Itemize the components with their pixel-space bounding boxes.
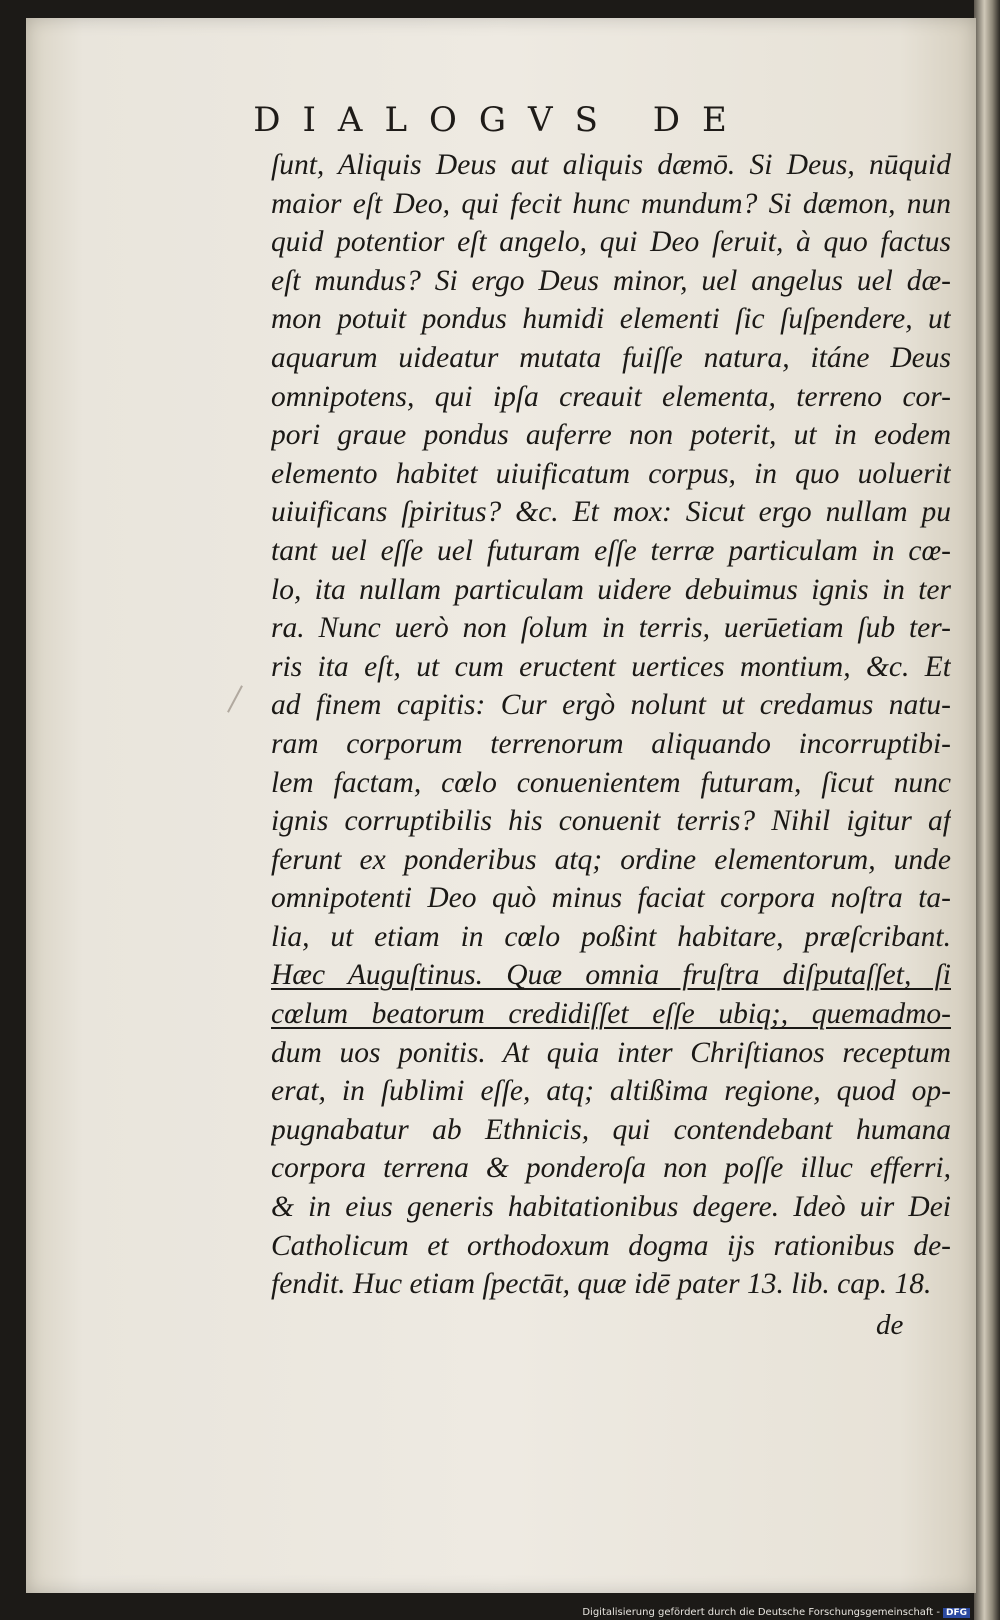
text-line: corpora terrena & ponderoſa non poſſe illuc efferri, [271,1152,951,1185]
text-line: lem factam, cœlo conuenientem futuram, ſicut nunc [271,766,951,799]
text-line: ferunt ex ponderibus atq; ordine elementorum, unde [271,843,951,876]
text-line: & in eius generis habitationibus degere. Ideò uir Dei [271,1191,951,1224]
text-line: ignis corruptibilis his conuenit terris? Nihil igitur af [271,805,951,838]
text-line: fendit. Huc etiam ſpectāt, quæ idē pater 13. lib. cap. 18. [271,1268,932,1301]
text-line: quid potentior eſt angelo, qui Deo ſeruit, à quo factus [271,226,951,259]
dfg-logo: DFG [943,1608,970,1618]
margin-pencil-mark [227,685,243,712]
text-line: ſunt, Aliquis Deus aut aliquis dæmō. Si Deus, nūquid [271,149,951,181]
text-line: lia, ut etiam in cœlo poßint habitare, præſcribant. [271,920,951,953]
text-line: ad finem capitis: Cur ergò nolunt ut credamus natu- [271,689,951,722]
text-line: ram corporum terrenorum aliquando incorruptibi- [271,727,951,760]
text-line: dum uos ponitis. At quia inter Chriſtianos receptum [271,1036,951,1069]
digitization-credit [582,1607,970,1618]
footer-text: Digitalisierung gefördert durch die Deutsche Forschungsgemeinschaft - [582,1607,940,1618]
text-line: omnipotenti Deo quò minus faciat corpora noſtra ta- [271,882,951,915]
text-line: maior eſt Deo, qui fecit hunc mundum? Si dæmon, nun [271,187,951,220]
text-line-underlined: cœlum beatorum credidiſſet eſſe ubiq;, quemadmo- [271,998,951,1031]
book-page [26,18,976,1593]
catchword: de [876,1309,904,1341]
text-line: uiuificans ſpiritus? &c. Et mox: Sicut ergo nullam pu [271,496,951,529]
text-line: lo, ita nullam particulam uidere debuimus ignis in ter [271,573,951,606]
text-line: erat, in ſublimi eſſe, atq; altißima regione, quod op- [271,1075,951,1108]
book-spine-edge [974,0,1000,1620]
text-line: ra. Nunc uerò non ſolum in terris, uerūetiam ſub ter- [271,612,951,645]
text-line: tant uel eſſe uel futuram eſſe terræ particulam in cœ- [271,534,951,567]
text-line: aquarum uideatur mutata fuiſſe natura, itáne Deus [271,341,951,374]
text-line: ris ita eſt, ut cum eructent uertices montium, &c. Et [271,650,951,683]
text-line: pori graue pondus auferre non poterit, ut in eodem [271,419,951,452]
text-line: mon potuit pondus humidi elementi ſic ſuſpendere, ut [271,303,951,336]
text-line: pugnabatur ab Ethnicis, qui contendebant humana [271,1113,951,1146]
body-text [271,146,951,1304]
text-line: elemento habitet uiuificatum corpus, in quo uoluerit [271,457,951,490]
text-line: omnipotens, qui ipſa creauit elementa, terreno cor- [271,380,951,413]
text-line: Catholicum et orthodoxum dogma ijs rationibus de- [271,1229,951,1262]
text-line: eſt mundus? Si ergo Deus minor, uel angelus uel dæ- [271,264,951,297]
text-line-underlined: Hæc Auguſtinus. Quæ omnia fruſtra diſputaſſet, ſi [271,959,951,992]
running-head: DIALOGVS DE [253,100,749,140]
